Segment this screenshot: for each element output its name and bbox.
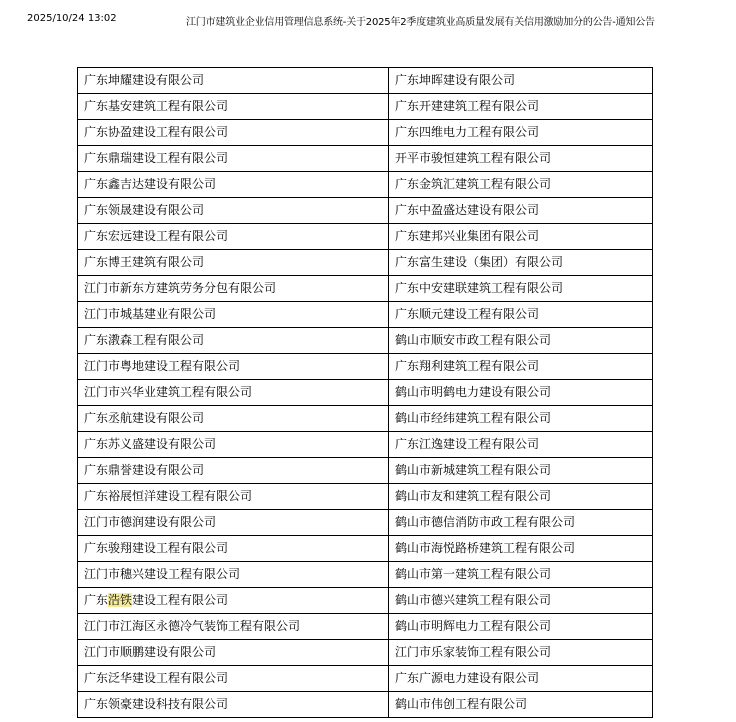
table-cell-right: 鹤山市德兴建筑工程有限公司 xyxy=(389,588,653,614)
table-row xyxy=(78,198,653,224)
table-cell-right: 广东开建建筑工程有限公司 xyxy=(389,94,653,120)
cell-text-suffix: 建设工程有限公司 xyxy=(132,593,229,607)
table-cell-left: 广东博王建筑有限公司 xyxy=(78,250,389,276)
table-cell-left: 广东鼎瑞建设工程有限公司 xyxy=(78,146,389,172)
table-cell-left: 广东协盈建设工程有限公司 xyxy=(78,120,389,146)
table-cell-right: 广东翔利建筑工程有限公司 xyxy=(389,354,653,380)
table-cell-left: 江门市穗兴建设工程有限公司 xyxy=(78,562,389,588)
table-row xyxy=(78,250,653,276)
table-row xyxy=(78,328,653,354)
table-cell-left: 广东丞航建设有限公司 xyxy=(78,406,389,432)
table-cell-right: 鹤山市德信消防市政工程有限公司 xyxy=(389,510,653,536)
table-row xyxy=(78,562,653,588)
table-cell-right: 广东中安建联建筑工程有限公司 xyxy=(389,276,653,302)
cell-text-prefix: 广东 xyxy=(84,593,109,607)
table-cell-left: 广东坤耀建设有限公司 xyxy=(78,68,389,94)
table-cell-left: 广东鼎誉建设有限公司 xyxy=(78,458,389,484)
table-cell-left: 广东漖森工程有限公司 xyxy=(78,328,389,354)
table-row xyxy=(78,432,653,458)
table-cell-right: 广东江逸建设工程有限公司 xyxy=(389,432,653,458)
table-cell-left: 江门市德润建设有限公司 xyxy=(78,510,389,536)
table-cell-left xyxy=(78,588,389,614)
table-row xyxy=(78,588,653,614)
table-row xyxy=(78,172,653,198)
table-row xyxy=(78,458,653,484)
table-row xyxy=(78,692,653,718)
table-cell-right: 鹤山市顺安市政工程有限公司 xyxy=(389,328,653,354)
page-title: 江门市建筑业企业信用管理信息系统-关于2025年2季度建筑业高质量发展有关信用激励加分的公告-通知公告 xyxy=(186,17,655,28)
table-cell-left: 江门市城基建业有限公司 xyxy=(78,302,389,328)
table-cell-right: 鹤山市明鹤电力建设有限公司 xyxy=(389,380,653,406)
table-row xyxy=(78,120,653,146)
table-row xyxy=(78,302,653,328)
table-cell-left: 广东领豪建设科技有限公司 xyxy=(78,692,389,718)
table-cell-left: 江门市江海区永德冷气装饰工程有限公司 xyxy=(78,614,389,640)
table-cell-right: 鹤山市友和建筑工程有限公司 xyxy=(389,484,653,510)
table-row xyxy=(78,146,653,172)
table-cell-left: 江门市粤地建设工程有限公司 xyxy=(78,354,389,380)
table-row xyxy=(78,640,653,666)
table-cell-right: 广东顺元建设工程有限公司 xyxy=(389,302,653,328)
table-row xyxy=(78,510,653,536)
table-cell-right: 广东四维电力工程有限公司 xyxy=(389,120,653,146)
table-row xyxy=(78,354,653,380)
table-cell-left: 江门市新东方建筑劳务分包有限公司 xyxy=(78,276,389,302)
table-cell-left: 江门市顺鹏建设有限公司 xyxy=(78,640,389,666)
table-cell-left: 广东骏翔建设工程有限公司 xyxy=(78,536,389,562)
table-cell-left: 广东苏义盛建设有限公司 xyxy=(78,432,389,458)
table-row xyxy=(78,614,653,640)
table-cell-right: 鹤山市明辉电力工程有限公司 xyxy=(389,614,653,640)
table-cell-left: 广东领晟建设有限公司 xyxy=(78,198,389,224)
table-row xyxy=(78,484,653,510)
table-cell-right: 鹤山市新城建筑工程有限公司 xyxy=(389,458,653,484)
table-row xyxy=(78,224,653,250)
table-cell-left: 广东宏远建设工程有限公司 xyxy=(78,224,389,250)
print-header xyxy=(0,10,736,30)
table-row xyxy=(78,536,653,562)
table-cell-left: 广东基安建筑工程有限公司 xyxy=(78,94,389,120)
table-cell-right: 广东广源电力建设有限公司 xyxy=(389,666,653,692)
table-row xyxy=(78,68,653,94)
table-row xyxy=(78,406,653,432)
table-cell-left: 广东泛华建设工程有限公司 xyxy=(78,666,389,692)
print-date: 2025/10/24 13:02 xyxy=(27,13,117,24)
company-table xyxy=(77,67,653,718)
table-row xyxy=(78,276,653,302)
table-cell-right: 鹤山市第一建筑工程有限公司 xyxy=(389,562,653,588)
table-cell-right: 鹤山市伟创工程有限公司 xyxy=(389,692,653,718)
table-cell-right: 开平市骏恒建筑工程有限公司 xyxy=(389,146,653,172)
table-cell-right: 鹤山市经纬建筑工程有限公司 xyxy=(389,406,653,432)
table-row xyxy=(78,380,653,406)
table-cell-right: 广东富生建设（集团）有限公司 xyxy=(389,250,653,276)
table-cell-right: 广东金筑汇建筑工程有限公司 xyxy=(389,172,653,198)
table-cell-left: 广东裕展恒洋建设工程有限公司 xyxy=(78,484,389,510)
table-cell-left: 广东鑫吉达建设有限公司 xyxy=(78,172,389,198)
table-cell-right: 鹤山市海悦路桥建筑工程有限公司 xyxy=(389,536,653,562)
table-cell-right: 广东建邦兴业集团有限公司 xyxy=(389,224,653,250)
table-cell-right: 广东中盈盛达建设有限公司 xyxy=(389,198,653,224)
table-cell-right: 江门市乐家装饰工程有限公司 xyxy=(389,640,653,666)
company-table-body xyxy=(78,68,653,718)
table-cell-right: 广东坤晖建设有限公司 xyxy=(389,68,653,94)
table-cell-left: 江门市兴华业建筑工程有限公司 xyxy=(78,380,389,406)
highlighted-text: 浩铁 xyxy=(108,593,133,607)
table-row xyxy=(78,666,653,692)
table-row xyxy=(78,94,653,120)
